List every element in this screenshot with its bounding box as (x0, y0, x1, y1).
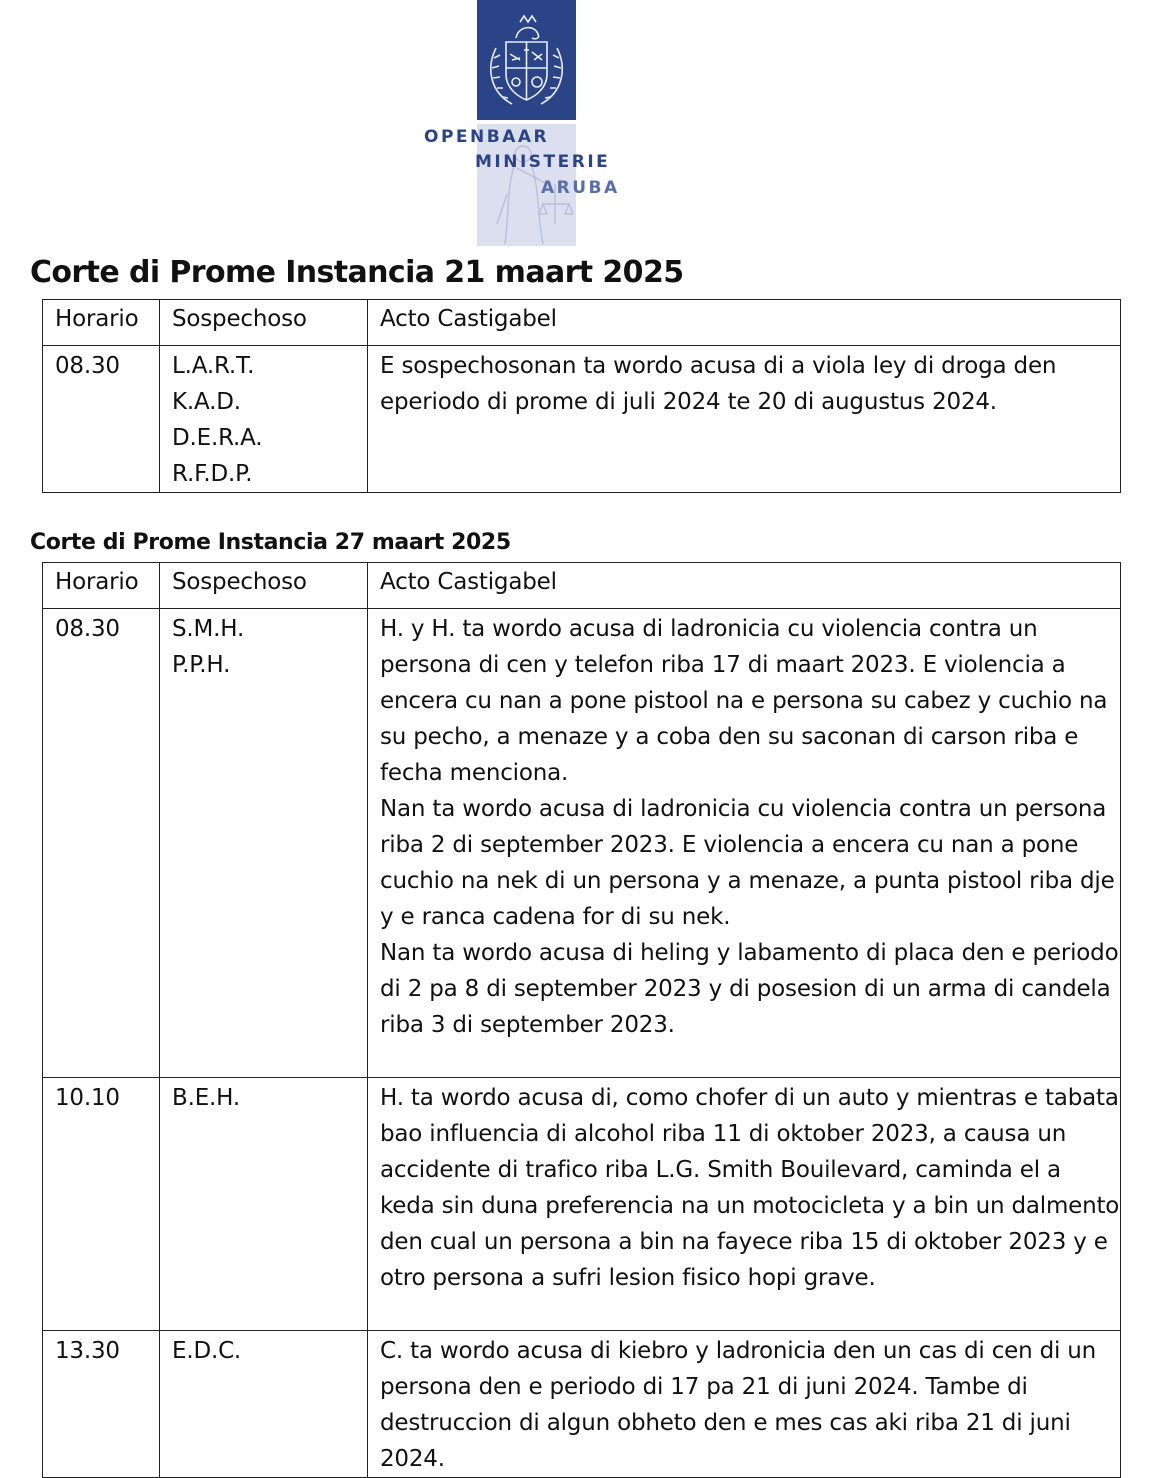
row-act (368, 346, 1121, 493)
session2-title: Corte di Prome Instancia 27 maart 2025 (30, 530, 511, 555)
logo-text-openbaar: OPENBAAR (424, 127, 550, 147)
header-sospechoso: Sospechoso (160, 563, 368, 609)
row-time: 13.30 (43, 1331, 160, 1478)
suspect-name: D.E.R.A. (172, 425, 263, 451)
row-act (368, 1078, 1121, 1331)
header-horario: Horario (43, 563, 160, 609)
act-paragraph: C. ta wordo acusa di kiebro y ladronicia den un cas di cen di un persona den e periodo di 17 pa 21 di juni 2024. Tambe di destruccion di algun obheto den e mes cas aki riba 21 di juni 2024. (380, 1338, 1097, 1472)
row-act (368, 609, 1121, 1078)
act-paragraph: E sospechosonan ta wordo acusa di a viola ley di droga den eperiodo di prome di juli 2024 te 20 di augustus 2024. (380, 353, 1057, 415)
suspect-name: K.A.D. (172, 389, 241, 415)
act-paragraph: Nan ta wordo acusa di ladronicia cu violencia contra un persona riba 2 di september 2023. E violencia a encera cu nan a pone cuchio na nek di un persona y a menaze, a punta pistool riba dje y e ranca cadena for di su nek. (380, 796, 1115, 930)
suspect-name: E.D.C. (172, 1338, 242, 1364)
header-horario: Horario (43, 300, 160, 346)
row-suspects (160, 346, 368, 493)
row-time: 10.10 (43, 1078, 160, 1331)
table-row (43, 1331, 1121, 1478)
row-act (368, 1331, 1121, 1478)
logo-text-ministerie: MINISTERIE (475, 152, 611, 172)
suspect-name: P.P.H. (172, 652, 231, 678)
session1-table (42, 299, 1121, 493)
suspect-name: L.A.R.T. (172, 353, 255, 379)
header-acto-castigabel: Acto Castigabel (368, 300, 1121, 346)
logo-text-aruba: ARUBA (541, 178, 620, 198)
table-row (43, 1078, 1121, 1331)
table-header-row (43, 563, 1121, 609)
header-sospechoso: Sospechoso (160, 300, 368, 346)
act-paragraph: Nan ta wordo acusa di heling y labamento di placa den e periodo di 2 pa 8 di september 2023 y di posesion di un arma di candela riba 3 di september 2023. (380, 940, 1119, 1038)
coat-of-arms-icon (482, 8, 571, 116)
row-time: 08.30 (43, 609, 160, 1078)
act-paragraph: H. ta wordo acusa di, como chofer di un auto y mientras e tabata bao influencia di alcohol riba 11 di oktober 2023, a causa un accidente di trafico riba L.G. Smith Bouilevard, caminda el a keda sin duna preferencia na un motocicleta y a bin un dalmento den cual un persona a bin na fayece riba 15 di oktober 2023 y e otro persona a sufri lesion fisico hopi grave. (380, 1085, 1120, 1291)
row-suspects (160, 609, 368, 1078)
suspect-name: B.E.H. (172, 1085, 240, 1111)
ministry-logo (420, 0, 640, 246)
table-header-row (43, 300, 1121, 346)
session2-table (42, 562, 1121, 1478)
row-time: 08.30 (43, 346, 160, 493)
table-row (43, 346, 1121, 493)
suspect-name: S.M.H. (172, 616, 245, 642)
session1-title: Corte di Prome Instancia 21 maart 2025 (30, 255, 684, 290)
header-acto-castigabel: Acto Castigabel (368, 563, 1121, 609)
suspect-name: R.F.D.P. (172, 461, 253, 487)
act-paragraph: H. y H. ta wordo acusa di ladronicia cu violencia contra un persona di cen y telefon riba 17 di maart 2023. E violencia a encera cu nan a pone pistool na e persona su cabez y cuchio na su pecho, a menaze y a coba den su saconan di carson riba e fecha menciona. (380, 616, 1108, 786)
row-suspects (160, 1078, 368, 1331)
row-suspects (160, 1331, 368, 1478)
table-row (43, 609, 1121, 1078)
